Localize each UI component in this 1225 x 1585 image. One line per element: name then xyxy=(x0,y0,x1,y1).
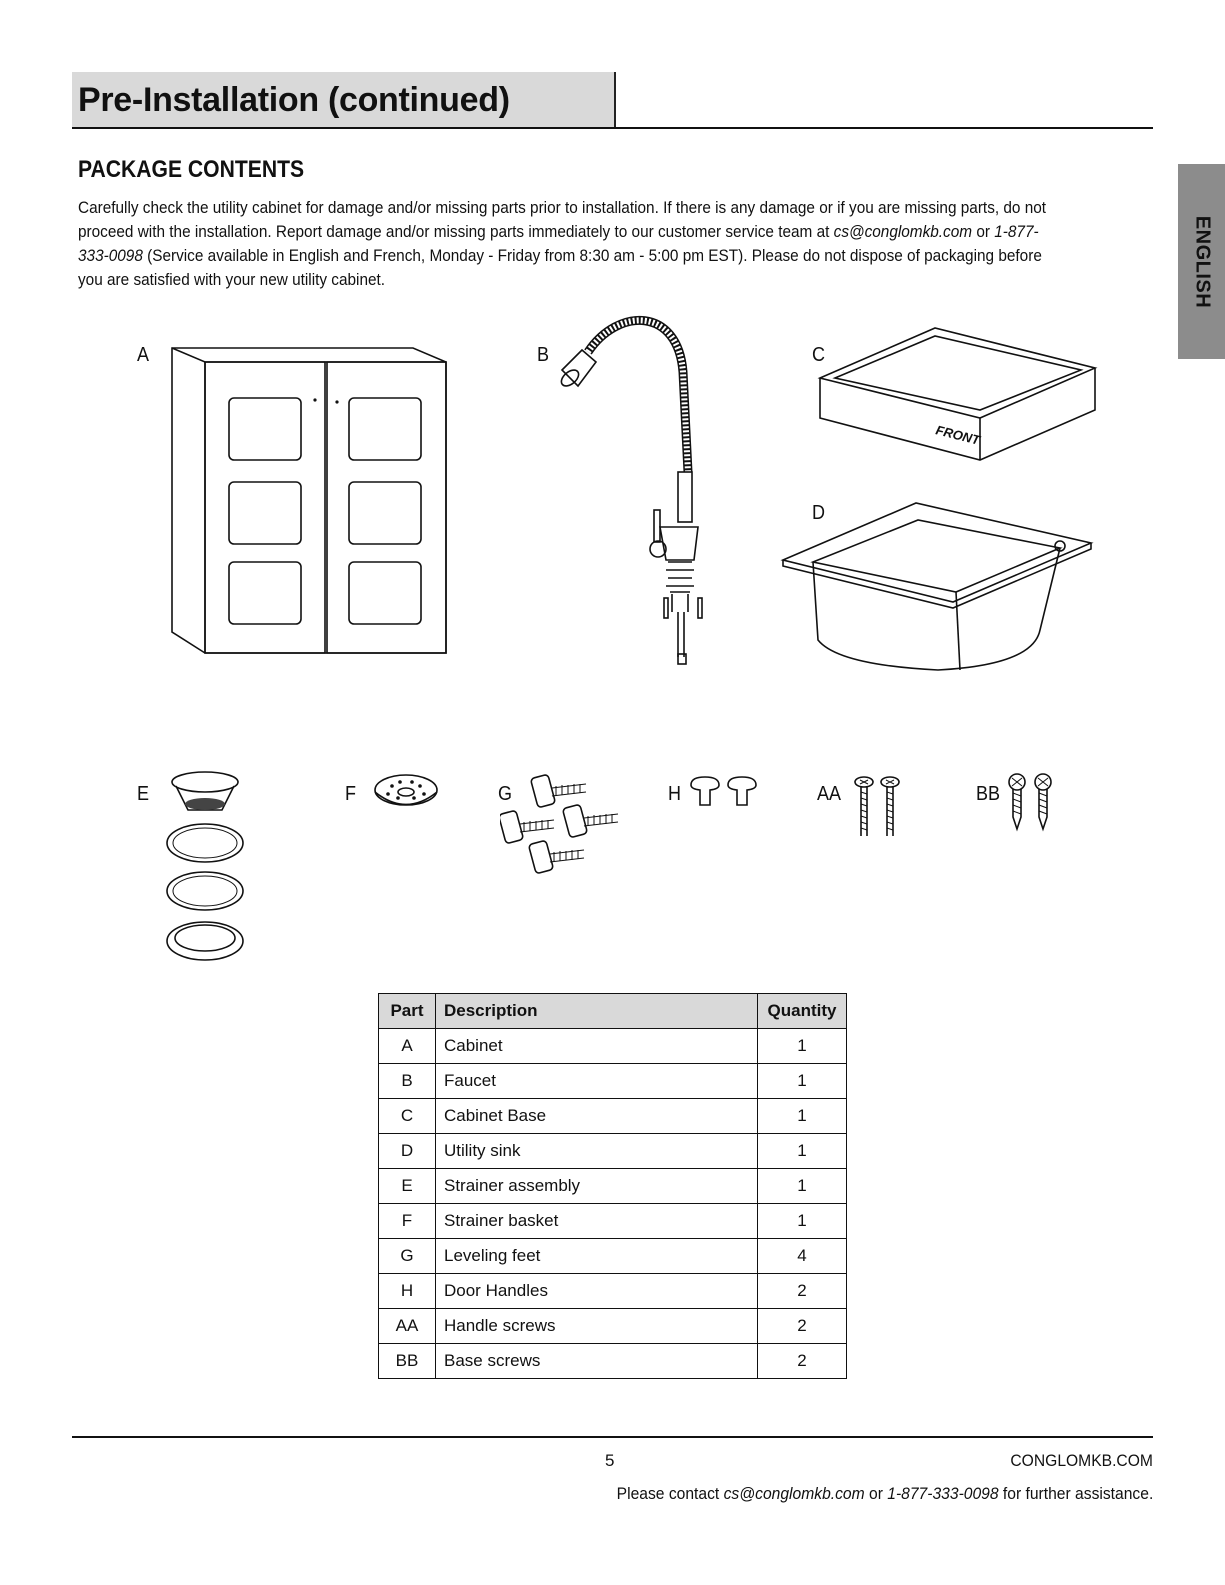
cell-description: Cabinet xyxy=(436,1029,758,1064)
cell-description: Base screws xyxy=(436,1344,758,1379)
table-row xyxy=(379,1029,847,1064)
header-description: Description xyxy=(436,994,758,1029)
language-tab xyxy=(1178,164,1225,359)
part-label-c: C xyxy=(812,344,826,366)
header-divider xyxy=(72,127,1153,129)
handle-screws-illustration xyxy=(852,776,904,844)
cell-description: Strainer basket xyxy=(436,1204,758,1239)
header-quantity: Quantity xyxy=(758,994,847,1029)
part-label-h: H xyxy=(668,783,682,805)
strainer-assembly-illustration xyxy=(160,770,250,965)
footer-phone[interactable]: 1-877-333-0098 xyxy=(886,1484,999,1503)
footer-email[interactable]: cs@conglomkb.com xyxy=(723,1484,865,1503)
cell-part: F xyxy=(379,1204,436,1239)
table-row xyxy=(379,1134,847,1169)
cell-quantity: 4 xyxy=(758,1239,847,1274)
section-title: PACKAGE CONTENTS xyxy=(78,156,305,183)
contact-suffix: for further assistance. xyxy=(998,1484,1153,1503)
cell-part: A xyxy=(379,1029,436,1064)
cell-description: Faucet xyxy=(436,1064,758,1099)
table-row xyxy=(379,1344,847,1379)
part-label-e: E xyxy=(137,783,150,805)
table-row xyxy=(379,1169,847,1204)
strainer-basket-illustration xyxy=(372,772,440,812)
part-label-d: D xyxy=(812,502,826,524)
door-handles-illustration xyxy=(688,775,763,815)
table-row xyxy=(379,1274,847,1309)
part-label-f: F xyxy=(345,783,356,805)
intro-text-3: (Service available in English and French, Monday - Friday from 8:30 am - 5:00 pm EST). Please do not dispose of packaging before you are satisfied with your new utility cabinet. xyxy=(78,247,1042,289)
cell-quantity: 1 xyxy=(758,1169,847,1204)
table-header-row xyxy=(379,994,847,1029)
cell-quantity: 1 xyxy=(758,1099,847,1134)
cabinet-base-illustration xyxy=(815,318,1100,468)
cell-description: Leveling feet xyxy=(436,1239,758,1274)
part-label-g: G xyxy=(498,783,513,805)
table-row xyxy=(379,1064,847,1099)
cell-part: BB xyxy=(379,1344,436,1379)
support-email[interactable]: cs@conglomkb.com xyxy=(833,223,973,241)
leveling-feet-illustration xyxy=(500,772,625,882)
page-number: 5 xyxy=(605,1451,615,1470)
parts-table xyxy=(378,993,847,1379)
language-tab-label: ENGLISH xyxy=(1191,215,1213,308)
cell-description: Door Handles xyxy=(436,1274,758,1309)
cell-part: G xyxy=(379,1239,436,1274)
part-label-b: B xyxy=(537,344,550,366)
footer-divider xyxy=(72,1436,1153,1438)
faucet-illustration xyxy=(548,312,718,682)
cell-quantity: 1 xyxy=(758,1204,847,1239)
cell-description: Strainer assembly xyxy=(436,1169,758,1204)
cell-quantity: 2 xyxy=(758,1274,847,1309)
support-phone[interactable]: 1-877-333-0098 xyxy=(78,223,1039,265)
utility-sink-illustration xyxy=(778,500,1098,680)
cell-quantity: 1 xyxy=(758,1029,847,1064)
part-label-aa: AA xyxy=(817,783,842,805)
table-row xyxy=(379,1309,847,1344)
intro-paragraph xyxy=(78,196,1064,292)
cell-part: AA xyxy=(379,1309,436,1344)
cabinet-illustration xyxy=(165,340,455,665)
intro-text-1: Carefully check the utility cabinet for damage and/or missing parts prior to installation. If there is any damage or if you are missing parts, do not proceed with the installation. Report damage and/or missing parts immediately to our customer service team at xyxy=(78,199,1047,241)
contact-mid: or xyxy=(864,1484,887,1503)
footer-website[interactable]: CONGLOMKB.COM xyxy=(1010,1451,1153,1470)
contact-prefix: Please contact xyxy=(616,1484,724,1503)
cell-part: B xyxy=(379,1064,436,1099)
cell-description: Cabinet Base xyxy=(436,1099,758,1134)
cell-description: Handle screws xyxy=(436,1309,758,1344)
cell-part: H xyxy=(379,1274,436,1309)
cell-quantity: 1 xyxy=(758,1064,847,1099)
front-marking: FRONT xyxy=(934,422,982,448)
intro-text-2: or xyxy=(972,223,995,241)
part-label-bb: BB xyxy=(976,783,1001,805)
cell-part: E xyxy=(379,1169,436,1204)
header-part: Part xyxy=(379,994,436,1029)
base-screws-illustration xyxy=(1005,773,1057,835)
cell-part: C xyxy=(379,1099,436,1134)
page-title: Pre-Installation (continued) xyxy=(78,81,510,119)
cell-description: Utility sink xyxy=(436,1134,758,1169)
table-row xyxy=(379,1239,847,1274)
cell-part: D xyxy=(379,1134,436,1169)
cell-quantity: 2 xyxy=(758,1309,847,1344)
part-label-a: A xyxy=(137,344,150,366)
table-row xyxy=(379,1204,847,1239)
cell-quantity: 1 xyxy=(758,1134,847,1169)
table-row xyxy=(379,1099,847,1134)
cell-quantity: 2 xyxy=(758,1344,847,1379)
footer-contact xyxy=(616,1484,1153,1504)
